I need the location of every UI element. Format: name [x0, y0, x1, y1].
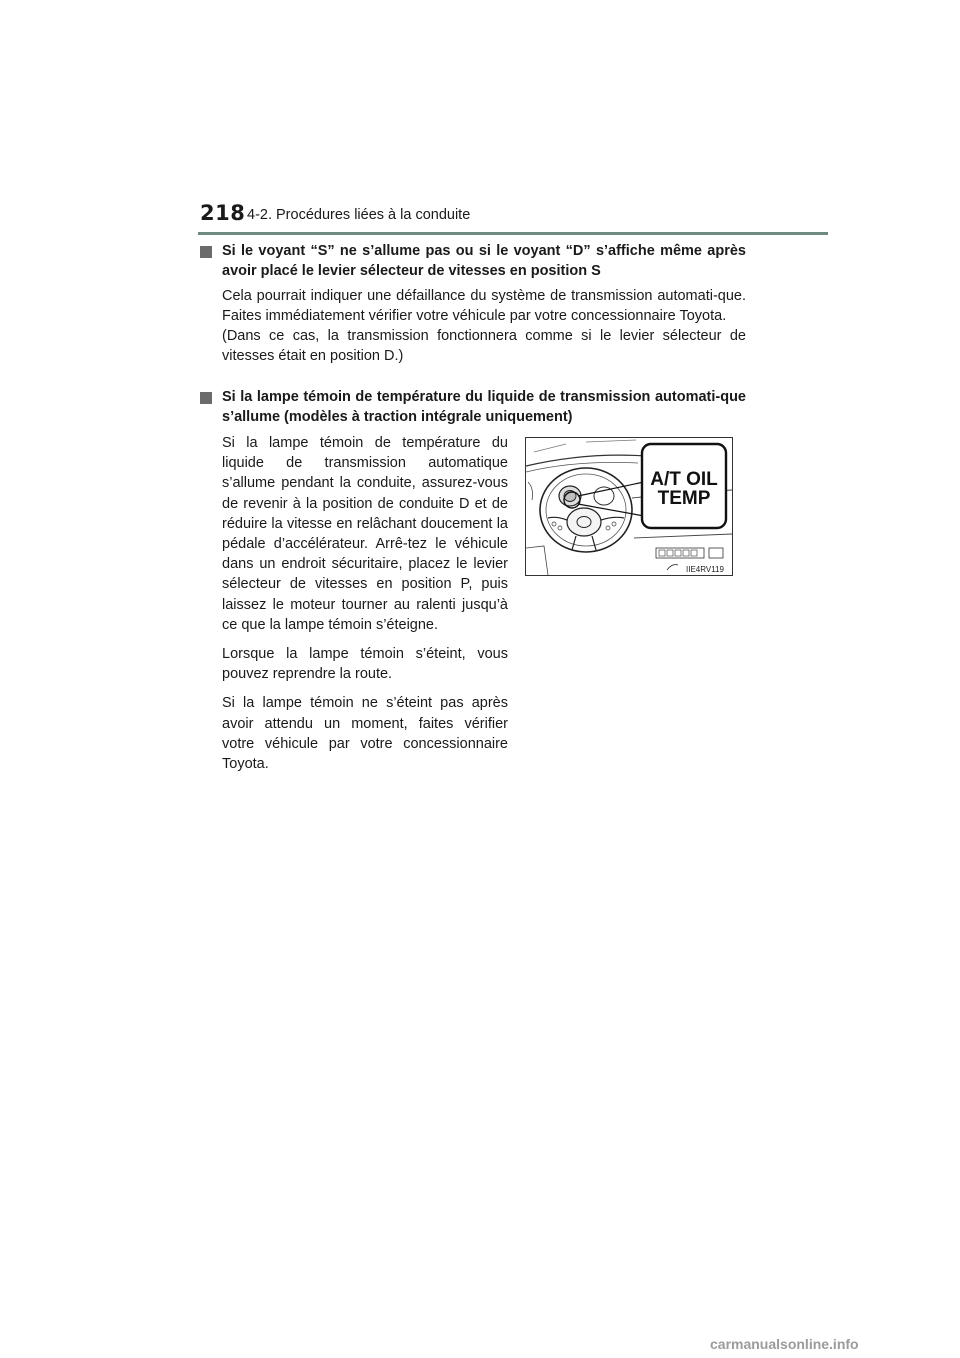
body-paragraph: Si la lampe témoin de température du liquide de transmission automatique s’allume pendant la conduite, assurez-vous de revenir à la position de conduite D et de réduire la vitesse en relâchant doucement la pédale d’accélérateur. Arrê-tez le véhicule dans un endroit sécuritaire, placez le levier sélecteur de vitesses en position P, puis laissez le moteur tourner au ralenti jusqu’à ce que la lampe témoin s’éteigne.	[222, 435, 508, 633]
body-paragraph: (Dans ce cas, la transmission fonctionnera comme si le levier sélecteur de vitesses était en position D.)	[222, 328, 746, 364]
dashboard-illustration-icon	[526, 438, 732, 575]
section-title: 4-2. Procédures liées à la conduite	[247, 207, 471, 223]
body-paragraph: Lorsque la lampe témoin s’éteint, vous pouvez reprendre la route.	[222, 646, 508, 683]
figure-code: IIE4RV119	[686, 565, 724, 574]
heading-text: Si le voyant “S” ne s’allume pas ou si le voyant “D” s’affiche même après avoir placé le levier sélecteur de vitesses en position S	[222, 243, 746, 279]
square-bullet-icon	[200, 392, 212, 404]
square-bullet-icon	[200, 246, 212, 258]
watermark: carmanualsonline.info	[710, 1336, 859, 1352]
section-heading	[200, 387, 746, 427]
body-paragraph: Si la lampe témoin ne s’éteint pas après avoir attendu un moment, faites vérifier votre véhicule par votre concessionnaire Toyota.	[222, 695, 508, 773]
page-number: 218	[200, 201, 246, 225]
at-oil-text-column	[222, 433, 508, 783]
section-s-light	[200, 241, 746, 366]
callout-label-line-2: TEMP	[657, 488, 711, 509]
body-paragraph: Cela pourrait indiquer une défaillance du système de transmission automati-que. Faites immédiatement vérifier votre véhicule par votre concessionnaire Toyota.	[222, 288, 746, 324]
heading-text: Si la lampe témoin de température du liquide de transmission automati-que s’allume (modèles à traction intégrale uniquement)	[222, 389, 746, 425]
section-heading	[200, 241, 746, 281]
dashboard-figure	[525, 437, 733, 576]
section-at-oil	[200, 387, 746, 427]
callout-label-line-1: A/T OIL	[650, 469, 718, 490]
header-rule	[198, 232, 828, 235]
